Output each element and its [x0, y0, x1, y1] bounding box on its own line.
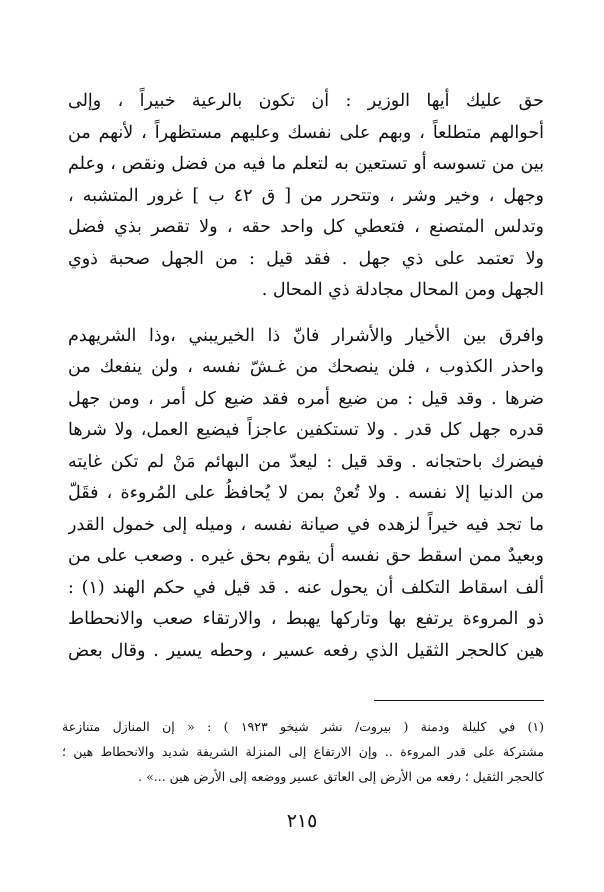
text-line: من الدنيا إلا نفسه . ولا تُعنْ بمن لا يُحافظُ على المُروءة ، فقَلّ [68, 483, 544, 503]
footnote-line: كالحجر الثقيل ؛ رفعه من الأرض إلى العاتق عسير ووضعه إلى الأرض هين ...» . [138, 769, 544, 784]
paragraph-2 [68, 321, 544, 668]
text-line: أحوالهم متطلعاً ، وبهم على نفسك وعليهم مستظهراً ، لأنهم من [68, 122, 544, 143]
text-line: واحذر الكذوب ، فلن ينصحك من غـشّ نفسه ، ولن ينفعك من [68, 357, 544, 377]
text-line: ما تجد فيه خيراً لزهده في صيانة نفسه ، وميله إلى خمول القدر [68, 514, 544, 535]
footnote-line: مشتركة على قدر المروءة .. وإن الارتفاع إلى المنزلة الشريفة شديد والانحطاط هين ؛ [62, 744, 544, 759]
text-line: الجهل ومن المحال مجادلة ذي المحال . [261, 280, 544, 300]
text-line: وجهل ، وخير وشر ، وتتحرر من [ ق ٤٢ ب ] غرور المتشبه ، [68, 185, 544, 206]
footnote-line: (١) في كليلة ودمنة ( بيروت/ نشر شيخو ١٩٢٣ ) : « إن المنازل متنازعة [62, 719, 544, 734]
text-line: ذو المروءة يرتفع بها وتاركها يهبط ، والارتقاء صعب والانحطاط [68, 609, 544, 629]
text-line: ألف اسقاط التكلف أن يحول عنه . قد قيل في حكم الهند (١) : [68, 577, 544, 598]
text-line: فيضرك باحتجانه . وقد قيل : ليعدّ من البهائم مَنْ لم تكن غايته [68, 451, 544, 472]
text-line: قدره جهل كل قدر . ولا تستكفين عاجزاً فيضيع العمل، ولا شرها [68, 420, 544, 440]
paragraph-spacer [68, 307, 544, 321]
footnote-divider [374, 700, 544, 701]
text-line: ضرها . وقد قيل : من ضيع أمره فقد ضيع كل أمر ، ومن جهل [68, 388, 544, 409]
text-line: وتدلس المتصنع ، فتعطي كل واحد حقه ، ولا تقصر بذي فضل [68, 217, 544, 237]
text-line: ولا تعتمد على ذي جهل . فقد قيل : من الجهل صحبة ذوي [68, 248, 544, 269]
text-line: هين كالحجر الثقيل الذي رفعه عسير ، وحطه يسير . وقال بعض [68, 640, 544, 661]
footnotes [62, 714, 544, 789]
page-number: ٢١٥ [286, 810, 318, 832]
paragraph-1 [68, 86, 544, 307]
main-text [68, 86, 544, 667]
text-line: وافرق بين الأخيار والأشرار فانّ ذا الخيريبني ،وذا الشريهدم [68, 325, 544, 346]
text-line: بين من تسوسه أو تستعين به لتعلم ما فيه من فضل ونقص ، وعلم [68, 154, 544, 174]
text-line: حق عليك أيها الوزير : أن تكون بالرعية خبيراً ، وإلى [68, 91, 544, 111]
text-line: وبعيدٌ ممن اسقط حق نفسه أن يقوم بحق غيره . وصعب على من [68, 546, 544, 566]
